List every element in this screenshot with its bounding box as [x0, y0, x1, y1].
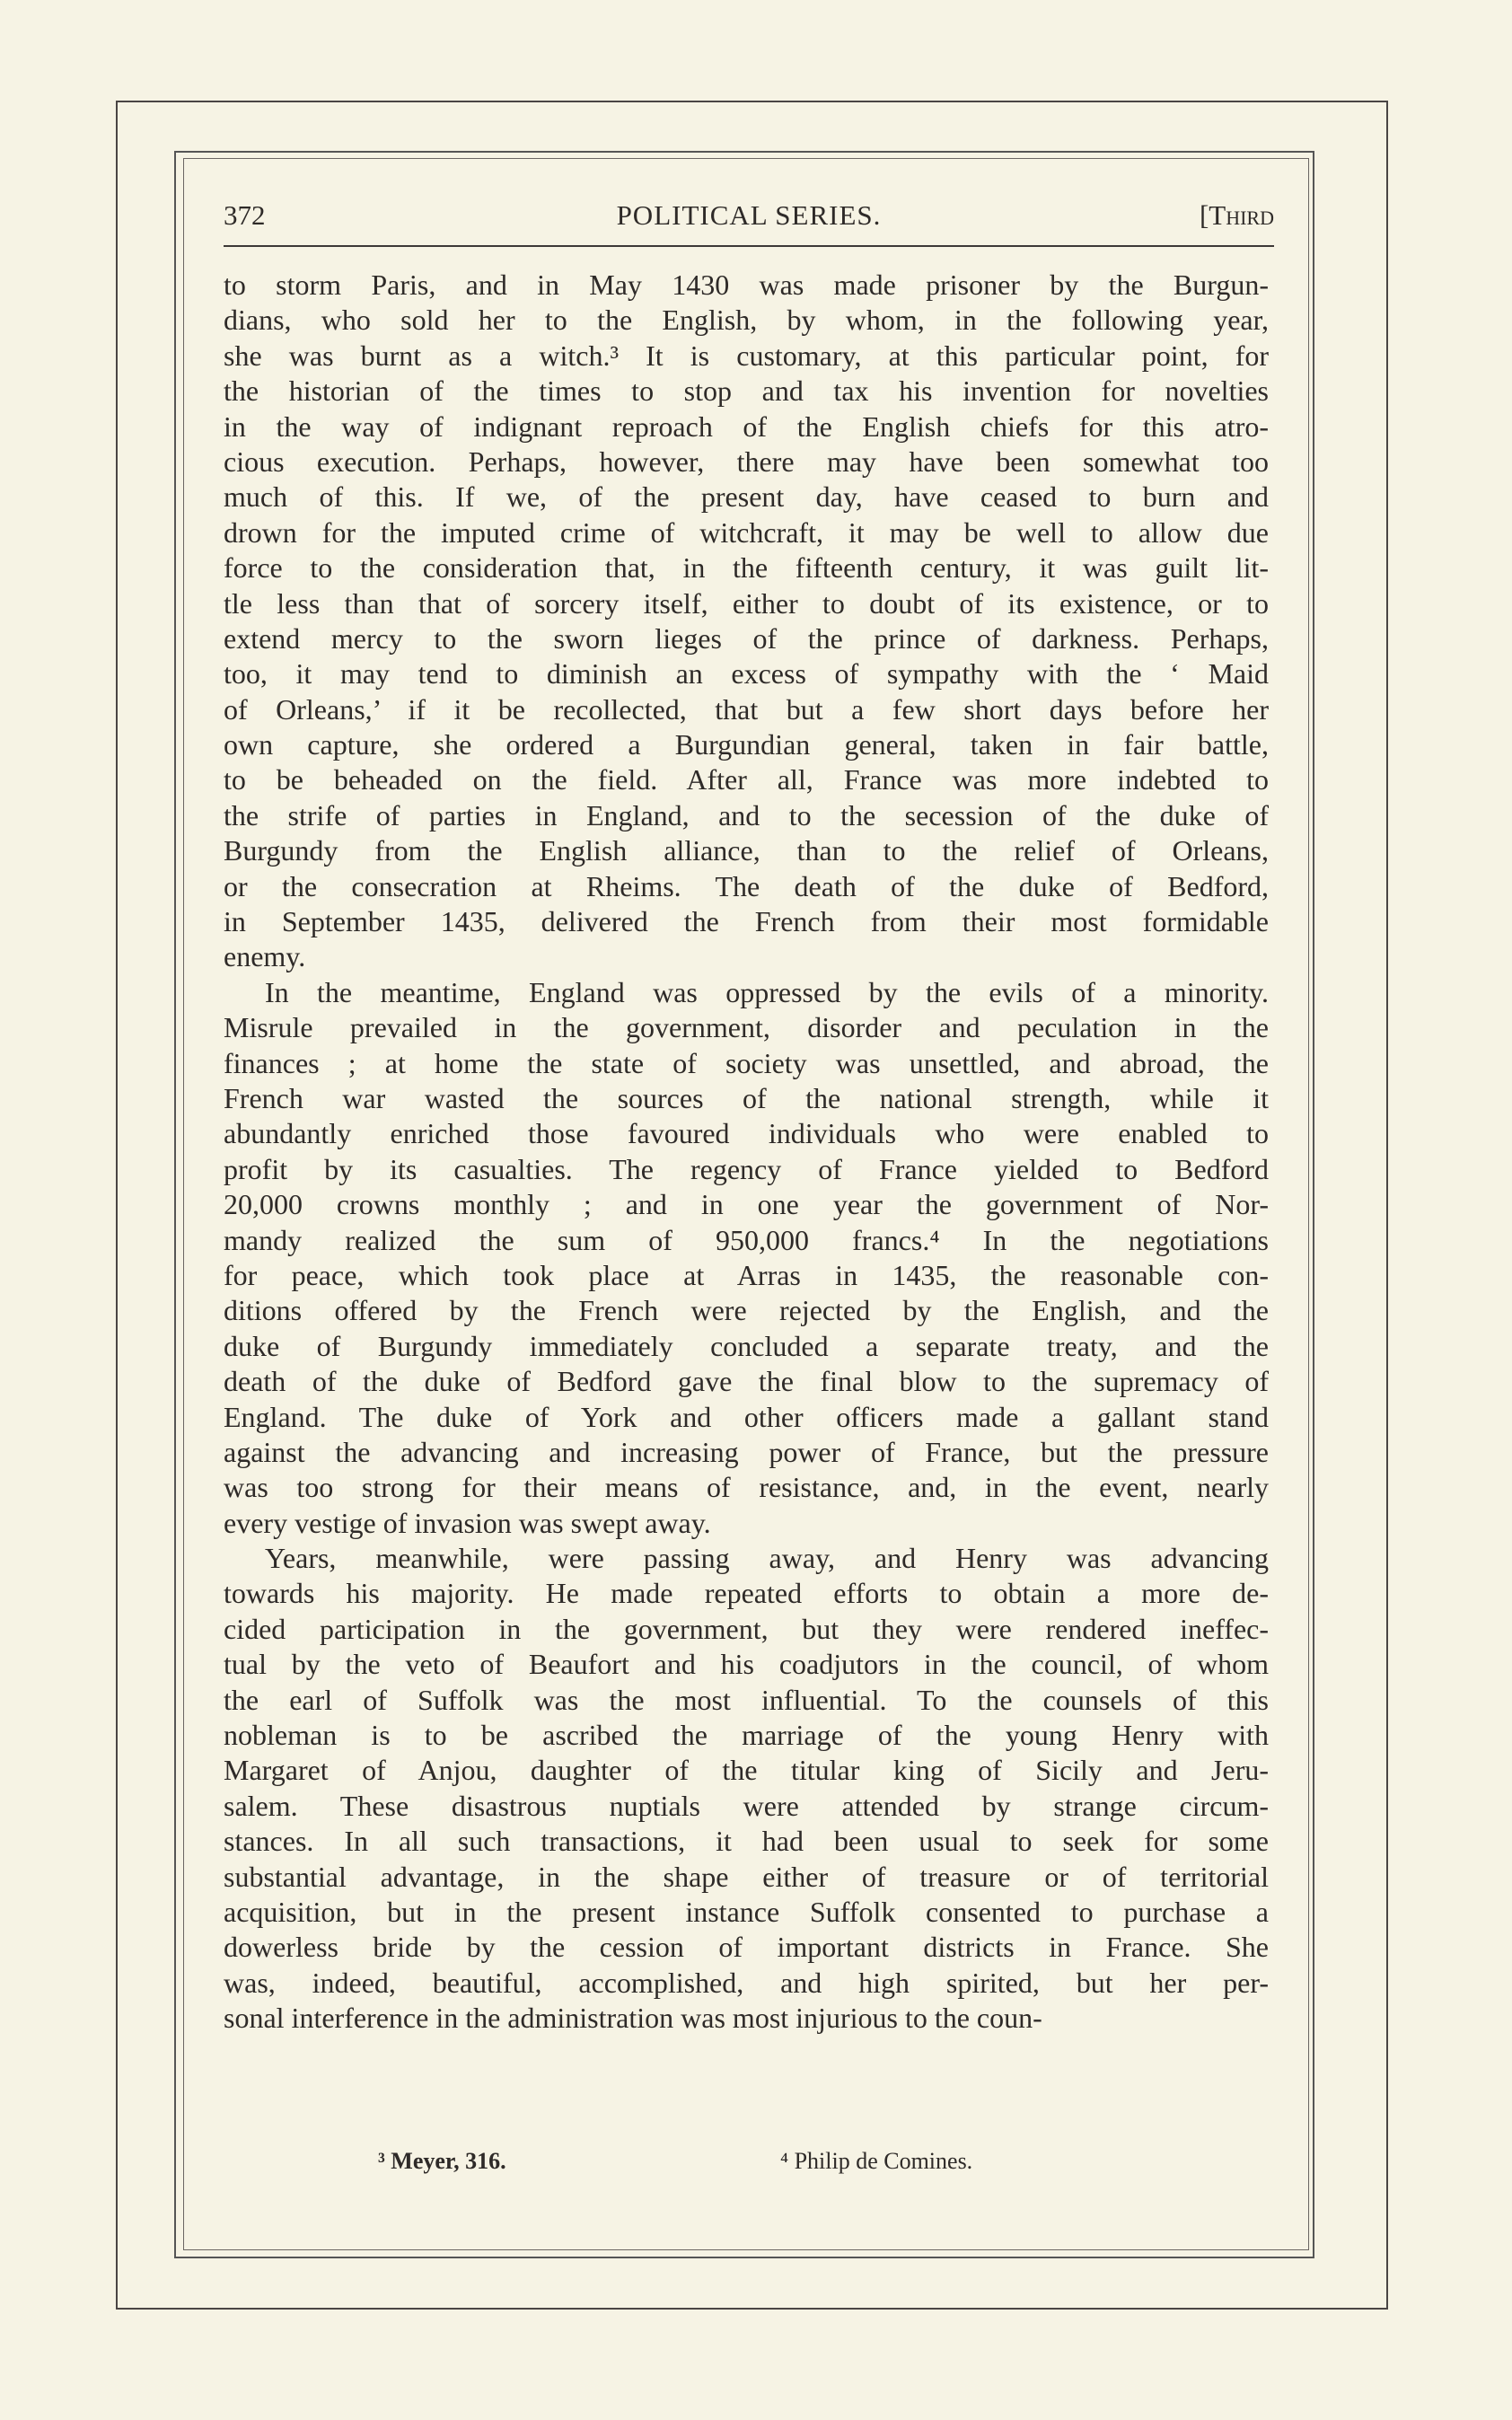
text-line: England. The duke of York and other officers made a gallant stand [224, 1400, 1269, 1433]
text-line: Margaret of Anjou, daughter of the titular king of Sicily and Jeru- [224, 1754, 1269, 1787]
text-line: in the way of indignant reproach of the English chiefs for this atro- [224, 409, 1269, 443]
text-line: abundantly enriched those favoured individuals who were enabled to [224, 1117, 1269, 1150]
text-line: own capture, she ordered a Burgundian general, taken in fair battle, [224, 728, 1269, 761]
text-line: to storm Paris, and in May 1430 was made prisoner by the Burgun- [224, 268, 1269, 301]
page-number: 372 [224, 199, 266, 231]
text-line: for peace, which took place at Arras in 1435, the reasonable con- [224, 1258, 1269, 1291]
header-rule [224, 245, 1274, 247]
text-line: death of the duke of Bedford gave the final blow to the supremacy of [224, 1365, 1269, 1398]
text-line: nobleman is to be ascribed the marriage of the young Henry with [224, 1719, 1269, 1752]
text-line: duke of Burgundy immediately concluded a separate treaty, and the [224, 1329, 1269, 1362]
text-line: every vestige of invasion was swept away. [224, 1506, 711, 1539]
text-line: she was burnt as a witch.³ It is customary, at this particular point, for [224, 339, 1269, 372]
text-line: stances. In all such transactions, it had been usual to seek for some [224, 1825, 1269, 1858]
text-line: profit by its casualties. The regency of France yielded to Bedford [224, 1152, 1269, 1185]
text-line: towards his majority. He made repeated efforts to obtain a more de- [224, 1577, 1269, 1610]
text-line: to be beheaded on the field. After all, France was more indebted to [224, 763, 1269, 796]
text-line: against the advancing and increasing power of France, but the pressure [224, 1435, 1269, 1468]
text-line: sonal interference in the administration was most injurious to the coun- [224, 2002, 1042, 2035]
text-line: force to the consideration that, in the fifteenth century, it was guilt lit- [224, 551, 1269, 585]
text-line: drown for the imputed crime of witchcraft, it may be well to allow due [224, 515, 1269, 549]
text-line: the earl of Suffolk was the most influential. To the counsels of this [224, 1683, 1269, 1716]
text-line: Years, meanwhile, were passing away, and Henry was advancing [265, 1542, 1269, 1575]
running-title: POLITICAL SERIES. [616, 199, 882, 231]
text-line: in September 1435, delivered the French from their most formidable [224, 905, 1269, 938]
text-line: was too strong for their means of resistance, and, in the event, nearly [224, 1471, 1269, 1504]
text-line: French war wasted the sources of the national strength, while it [224, 1081, 1269, 1114]
footnote-3: ³ Meyer, 316. [378, 2148, 506, 2174]
text-line: the historian of the times to stop and tax his invention for novelties [224, 374, 1269, 408]
text-line: mandy realized the sum of 950,000 francs.⁴ In the negotiations [224, 1223, 1269, 1256]
text-line: salem. These disastrous nuptials were attended by strange circum- [224, 1789, 1269, 1822]
text-line: Misrule prevailed in the government, disorder and peculation in the [224, 1011, 1269, 1044]
text-line: In the meantime, England was oppressed by the evils of a minority. [265, 975, 1269, 1008]
text-line: dowerless bride by the cession of important districts in France. She [224, 1931, 1269, 1964]
text-line: dians, who sold her to the English, by whom, in the following year, [224, 304, 1269, 337]
text-line: tle less than that of sorcery itself, either to doubt of its existence, or to [224, 586, 1269, 620]
text-line: the strife of parties in England, and to the secession of the duke of [224, 798, 1269, 832]
text-line: was, indeed, beautiful, accomplished, and high spirited, but her per- [224, 1966, 1269, 1999]
section-marker: [Third [1199, 199, 1274, 231]
paragraph [224, 975, 1269, 1541]
text-line: Burgundy from the English alliance, than to the relief of Orleans, [224, 834, 1269, 867]
footnote-4: ⁴ Philip de Comines. [780, 2148, 973, 2174]
text-line: finances ; at home the state of society was unsettled, and abroad, the [224, 1046, 1269, 1079]
text-line: or the consecration at Rheims. The death of the duke of Bedford, [224, 869, 1269, 902]
text-line: much of this. If we, of the present day, have ceased to burn and [224, 480, 1269, 514]
paragraph [224, 268, 1269, 975]
text-line: cious execution. Perhaps, however, there may have been somewhat too [224, 444, 1269, 478]
text-line: cided participation in the government, but they were rendered ineffec- [224, 1612, 1269, 1645]
running-header [224, 199, 1274, 239]
text-line: ditions offered by the French were rejected by the English, and the [224, 1294, 1269, 1327]
body-text [224, 268, 1269, 2037]
text-line: acquisition, but in the present instance Suffolk consented to purchase a [224, 1895, 1269, 1928]
text-line: too, it may tend to diminish an excess of sympathy with the ‘ Maid [224, 657, 1269, 691]
text-line: 20,000 crowns monthly ; and in one year the government of Nor- [224, 1188, 1269, 1221]
text-line: substantial advantage, in the shape either of treasure or of territorial [224, 1860, 1269, 1893]
text-line: extend mercy to the sworn lieges of the prince of darkness. Perhaps, [224, 621, 1269, 655]
text-line: of Orleans,’ if it be recollected, that but a few short days before her [224, 692, 1269, 726]
paragraph [224, 1541, 1269, 2036]
text-line: enemy. [224, 940, 306, 973]
text-line: tual by the veto of Beaufort and his coadjutors in the council, of whom [224, 1648, 1269, 1681]
